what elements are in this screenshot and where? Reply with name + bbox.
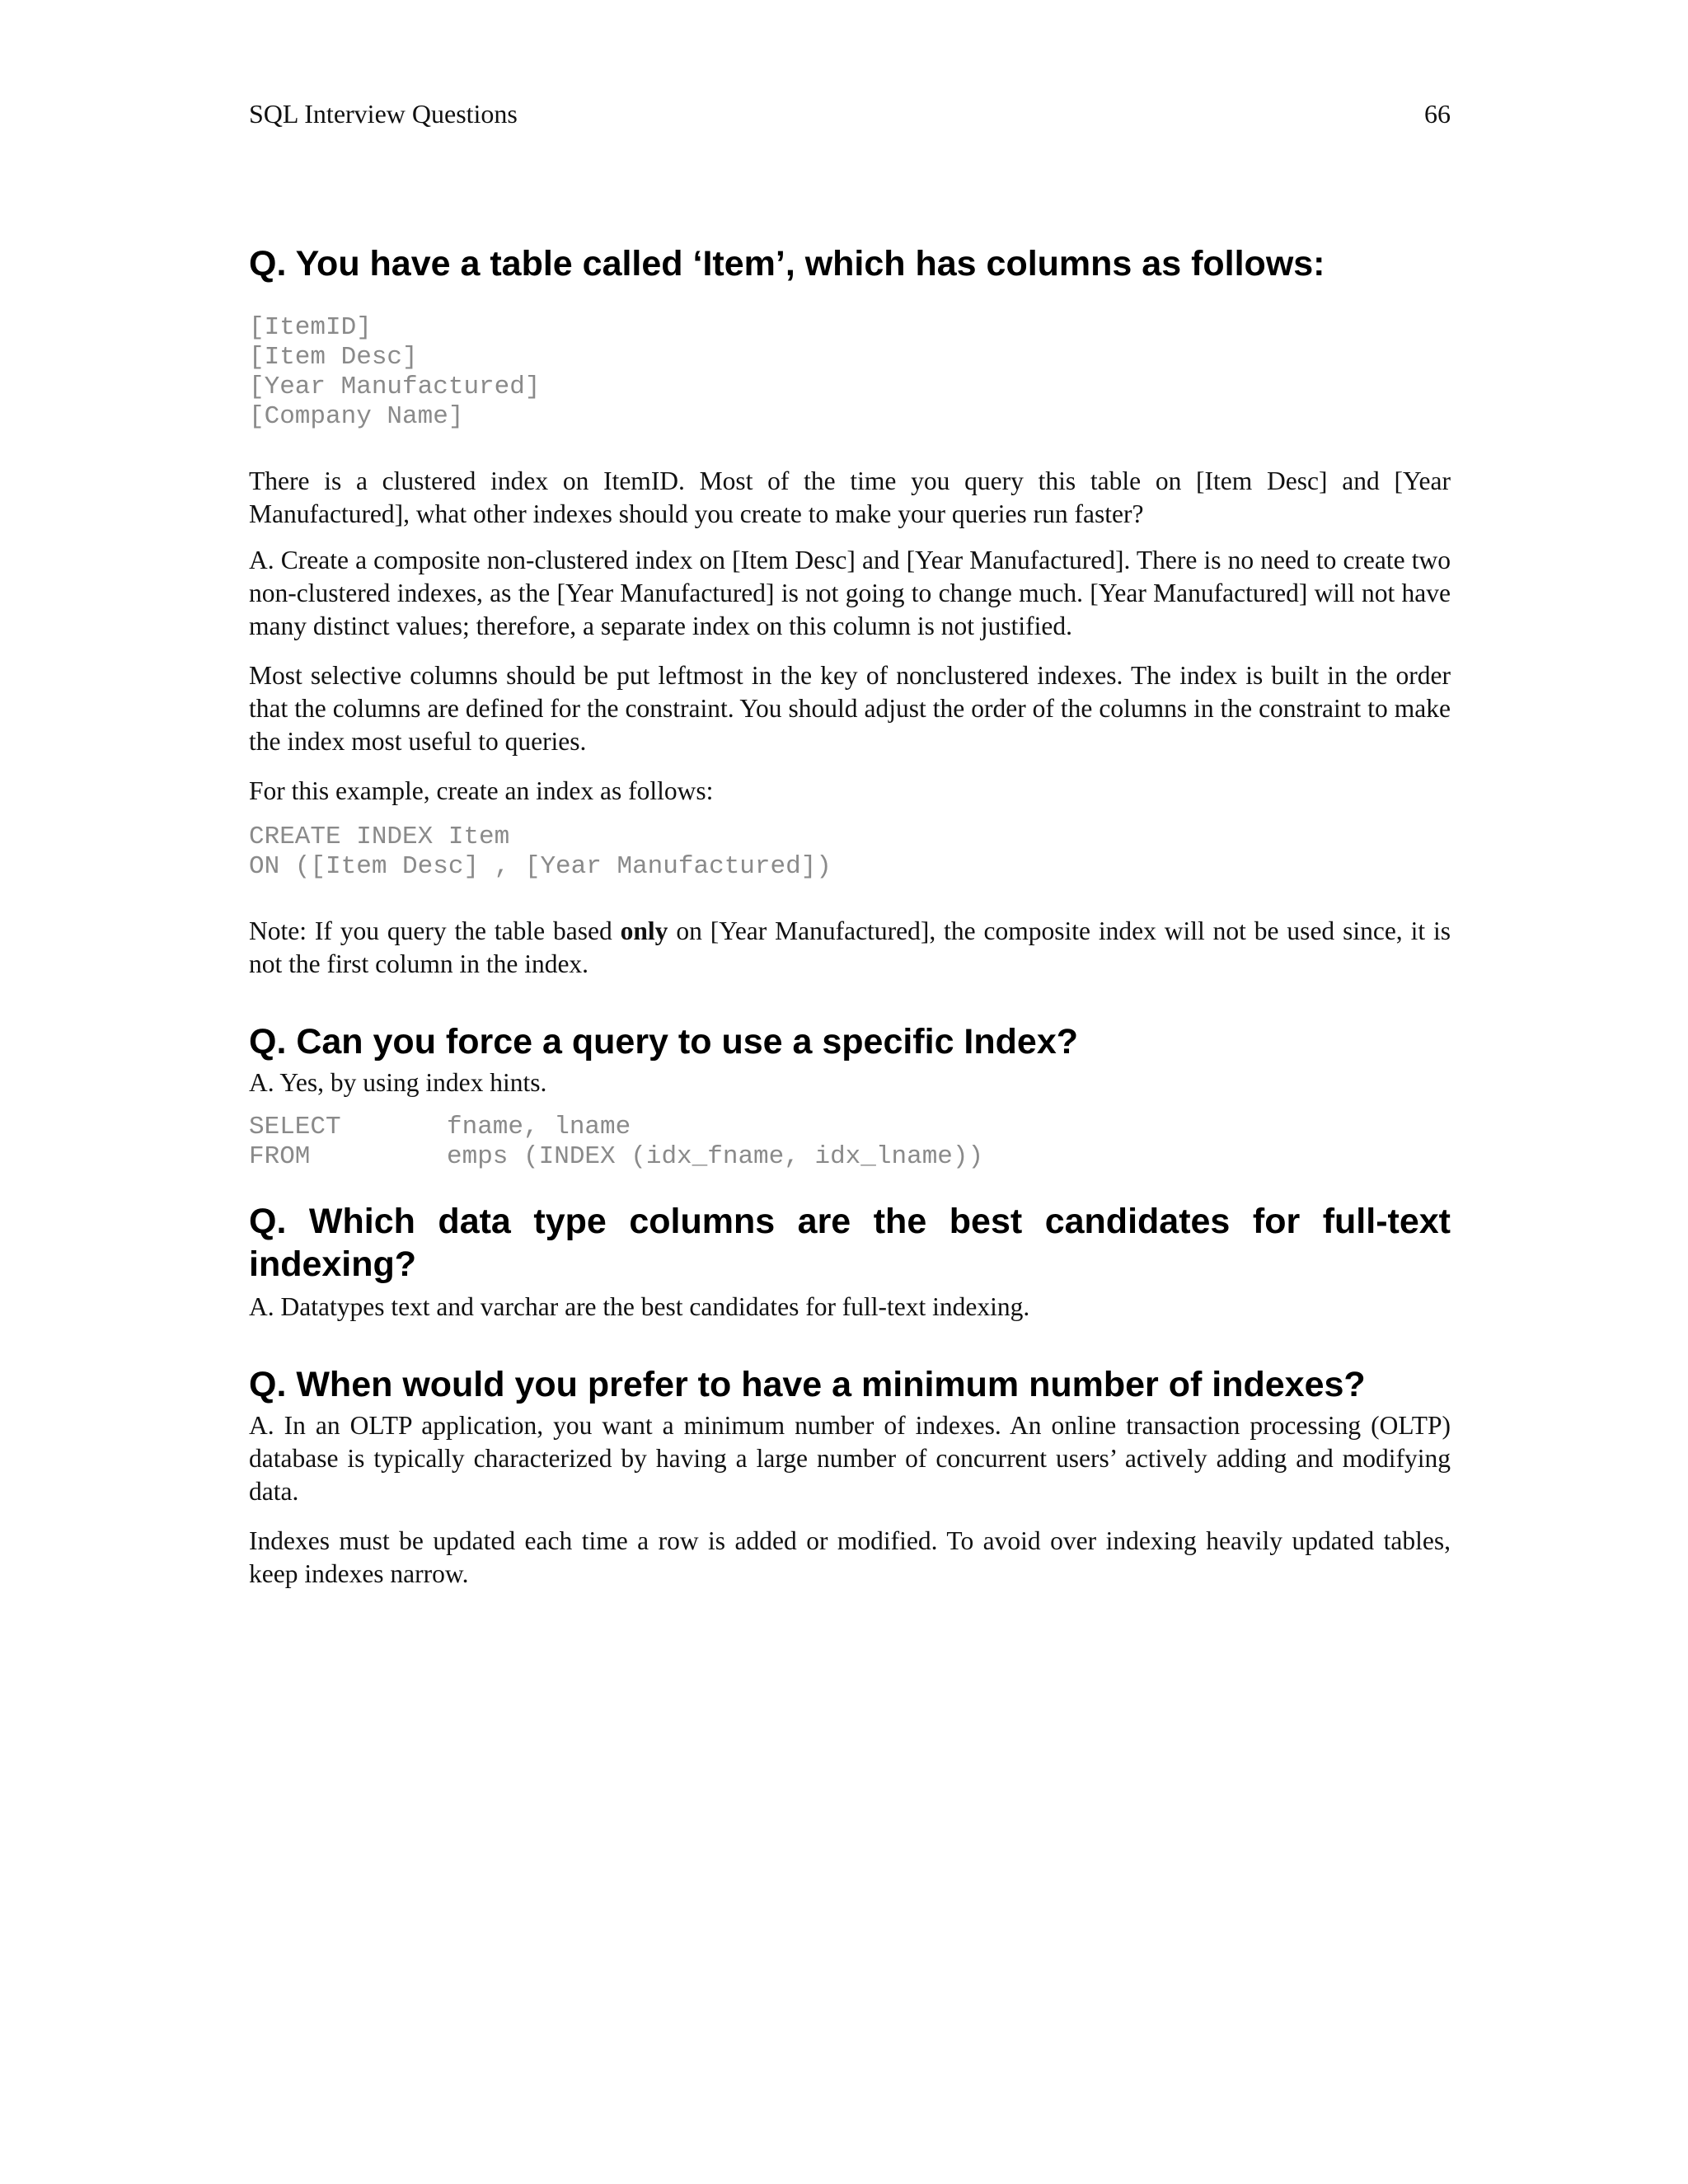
running-header bbox=[249, 97, 1451, 130]
paragraph: A. Datatypes text and varchar are the best candidates for full-text indexing. bbox=[249, 1292, 1030, 1321]
paragraph: A. In an OLTP application, you want a minimum number of indexes. An online transaction processing (OLTP) database is typically characterized by having a large number of concurrent users’ actively adding and modifying data. bbox=[249, 1411, 1451, 1506]
question-heading-1: Q. You have a table called ‘Item’, which has columns as follows: bbox=[249, 244, 1325, 284]
code-line: ON ([Item Desc] , [Year Manufactured]) bbox=[249, 852, 832, 881]
running-title: SQL Interview Questions bbox=[249, 99, 518, 129]
code-block bbox=[249, 1113, 1451, 1172]
note-paragraph bbox=[249, 915, 1451, 981]
paragraph: Most selective columns should be put leftmost in the key of nonclustered indexes. The index is built in the order that the columns are defined for the constraint. You should adjust the order of the columns in the constraint to make the index most useful to queries. bbox=[249, 661, 1451, 756]
question-heading-3: Q. Which data type columns are the best candidates for full-text indexing? bbox=[249, 1202, 1451, 1284]
question-heading-4: Q. When would you prefer to have a minimum number of indexes? bbox=[249, 1365, 1366, 1404]
paragraph: A. Yes, by using index hints. bbox=[249, 1068, 547, 1097]
column-item: [ItemID] bbox=[249, 313, 372, 342]
note-text: on [Year Manufactured], the composite index will not be used since, it is not the first column in the index. bbox=[249, 916, 1451, 978]
code-text: emps (INDEX (idx_fname, idx_lname)) bbox=[447, 1142, 984, 1171]
note-text: Note: If you query the table based bbox=[249, 916, 621, 945]
column-list bbox=[249, 313, 1451, 432]
column-item: [Year Manufactured] bbox=[249, 373, 541, 401]
code-keyword: SELECT bbox=[249, 1113, 341, 1141]
code-text: fname, lname bbox=[447, 1113, 631, 1141]
code-keyword: FROM bbox=[249, 1142, 311, 1171]
question-heading-2: Q. Can you force a query to use a specific Index? bbox=[249, 1022, 1079, 1062]
paragraph: A. Create a composite non-clustered index on [Item Desc] and [Year Manufactured]. There is no need to create two non-clustered indexes, as the [Year Manufactured] is not going to change much. [Year Manufactured] will not have many distinct values; therefore, a separate index on this column is not justified. bbox=[249, 546, 1451, 640]
paragraph: Indexes must be updated each time a row is added or modified. To avoid over indexing heavily updated tables, keep indexes narrow. bbox=[249, 1526, 1451, 1588]
column-item: [Company Name] bbox=[249, 402, 464, 431]
code-line: CREATE INDEX Item bbox=[249, 823, 510, 851]
code-block bbox=[249, 823, 1451, 882]
code-line bbox=[249, 1113, 1451, 1142]
note-emphasis: only bbox=[620, 916, 668, 945]
column-item: [Item Desc] bbox=[249, 343, 418, 372]
paragraph: For this example, create an index as follows: bbox=[249, 776, 714, 805]
document-page bbox=[249, 97, 1451, 1591]
page-number: 66 bbox=[1424, 99, 1451, 129]
code-line bbox=[249, 1142, 1451, 1172]
paragraph: There is a clustered index on ItemID. Most of the time you query this table on [Item Desc] and [Year Manufactured], what other indexes should you create to make your queries run faster? bbox=[249, 466, 1451, 528]
